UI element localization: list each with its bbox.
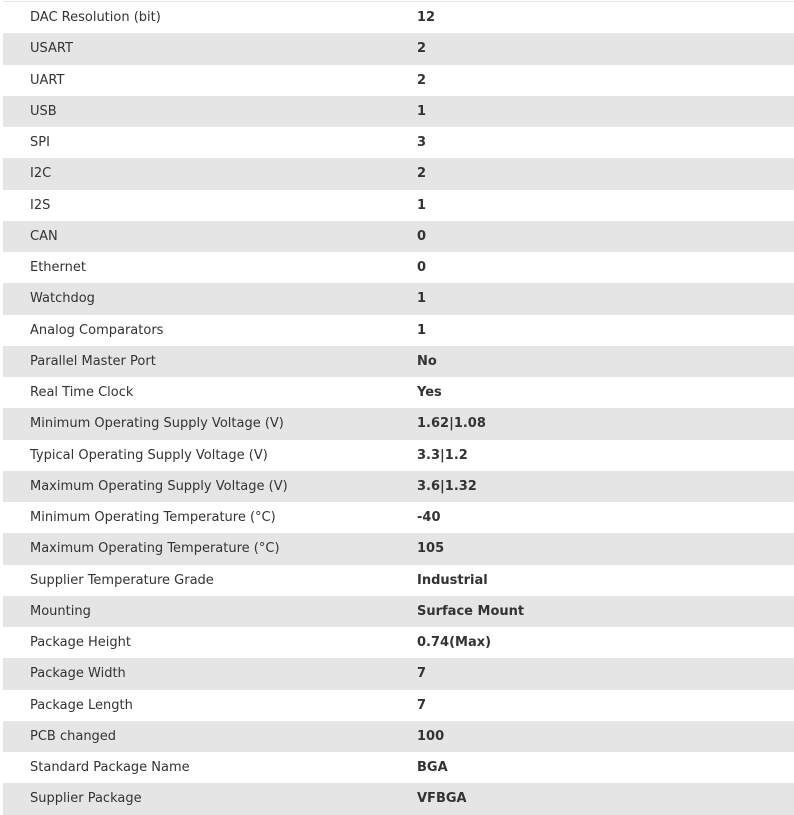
spec-value: 100 — [417, 728, 445, 744]
spec-label: I2S — [30, 197, 51, 213]
spec-label: Parallel Master Port — [30, 353, 156, 369]
spec-value: 0 — [417, 228, 427, 244]
spec-value: Industrial — [417, 572, 488, 588]
table-row — [3, 690, 794, 721]
spec-label: Package Height — [30, 635, 131, 651]
table-row — [3, 33, 794, 64]
spec-value: 1 — [417, 291, 427, 307]
table-row — [3, 502, 794, 533]
table-row — [3, 377, 794, 408]
spec-value: 7 — [417, 666, 427, 682]
table-row — [3, 127, 794, 158]
spec-label: Minimum Operating Supply Voltage (V) — [30, 416, 284, 432]
table-row — [3, 252, 794, 283]
spec-label: Supplier Package — [30, 791, 142, 807]
spec-label: Package Width — [30, 666, 126, 682]
spec-label: I2C — [30, 166, 52, 182]
spec-label: Typical Operating Supply Voltage (V) — [30, 447, 268, 463]
table-row — [3, 346, 794, 377]
spec-value: 1 — [417, 103, 427, 119]
spec-label: Real Time Clock — [30, 385, 134, 401]
table-row — [3, 221, 794, 252]
spec-value: Surface Mount — [417, 603, 525, 619]
table-row — [3, 471, 794, 502]
spec-label: DAC Resolution (bit) — [30, 10, 161, 26]
spec-value: 2 — [417, 72, 427, 88]
table-row — [3, 783, 794, 814]
spec-value: 12 — [417, 10, 436, 26]
table-row — [3, 65, 794, 96]
spec-value: 3 — [417, 135, 427, 151]
table-row — [3, 96, 794, 127]
spec-label: Watchdog — [30, 291, 95, 307]
spec-label: Standard Package Name — [30, 760, 190, 776]
spec-label: USART — [30, 41, 73, 57]
spec-label: UART — [30, 72, 65, 88]
spec-label: Package Length — [30, 697, 133, 713]
spec-value: 1 — [417, 197, 427, 213]
spec-value: BGA — [417, 760, 448, 776]
spec-value: 1 — [417, 322, 427, 338]
spec-value: 1.62|1.08 — [417, 416, 486, 432]
table-row — [3, 627, 794, 658]
table-row — [3, 533, 794, 564]
spec-value: 3.6|1.32 — [417, 478, 477, 494]
spec-value: 2 — [417, 41, 427, 57]
table-row — [3, 408, 794, 439]
spec-value: 0.74(Max) — [417, 635, 492, 651]
table-row — [3, 158, 794, 189]
table-row — [3, 596, 794, 627]
spec-value: 105 — [417, 541, 445, 557]
table-row — [3, 565, 794, 596]
spec-label: Maximum Operating Temperature (°C) — [30, 541, 280, 557]
table-row — [3, 752, 794, 783]
spec-label: Analog Comparators — [30, 322, 164, 338]
spec-value: 0 — [417, 260, 427, 276]
spec-label: Ethernet — [30, 260, 86, 276]
spec-label: Supplier Temperature Grade — [30, 572, 214, 588]
spec-label: Minimum Operating Temperature (°C) — [30, 510, 276, 526]
table-row — [3, 721, 794, 752]
spec-value: 7 — [417, 697, 427, 713]
spec-value: Yes — [417, 385, 442, 401]
spec-label: SPI — [30, 135, 50, 151]
spec-value: VFBGA — [417, 791, 467, 807]
spec-table — [3, 1, 794, 815]
spec-label: Maximum Operating Supply Voltage (V) — [30, 478, 288, 494]
spec-value: 2 — [417, 166, 427, 182]
spec-label: PCB changed — [30, 728, 117, 744]
spec-label: Mounting — [30, 603, 91, 619]
table-row — [3, 283, 794, 314]
spec-label: CAN — [30, 228, 58, 244]
table-row — [3, 658, 794, 689]
table-row — [3, 440, 794, 471]
table-row — [3, 190, 794, 221]
spec-value: No — [417, 353, 437, 369]
spec-value: -40 — [417, 510, 441, 526]
spec-label: USB — [30, 103, 57, 119]
spec-value: 3.3|1.2 — [417, 447, 468, 463]
table-row — [3, 2, 794, 33]
table-row — [3, 315, 794, 346]
